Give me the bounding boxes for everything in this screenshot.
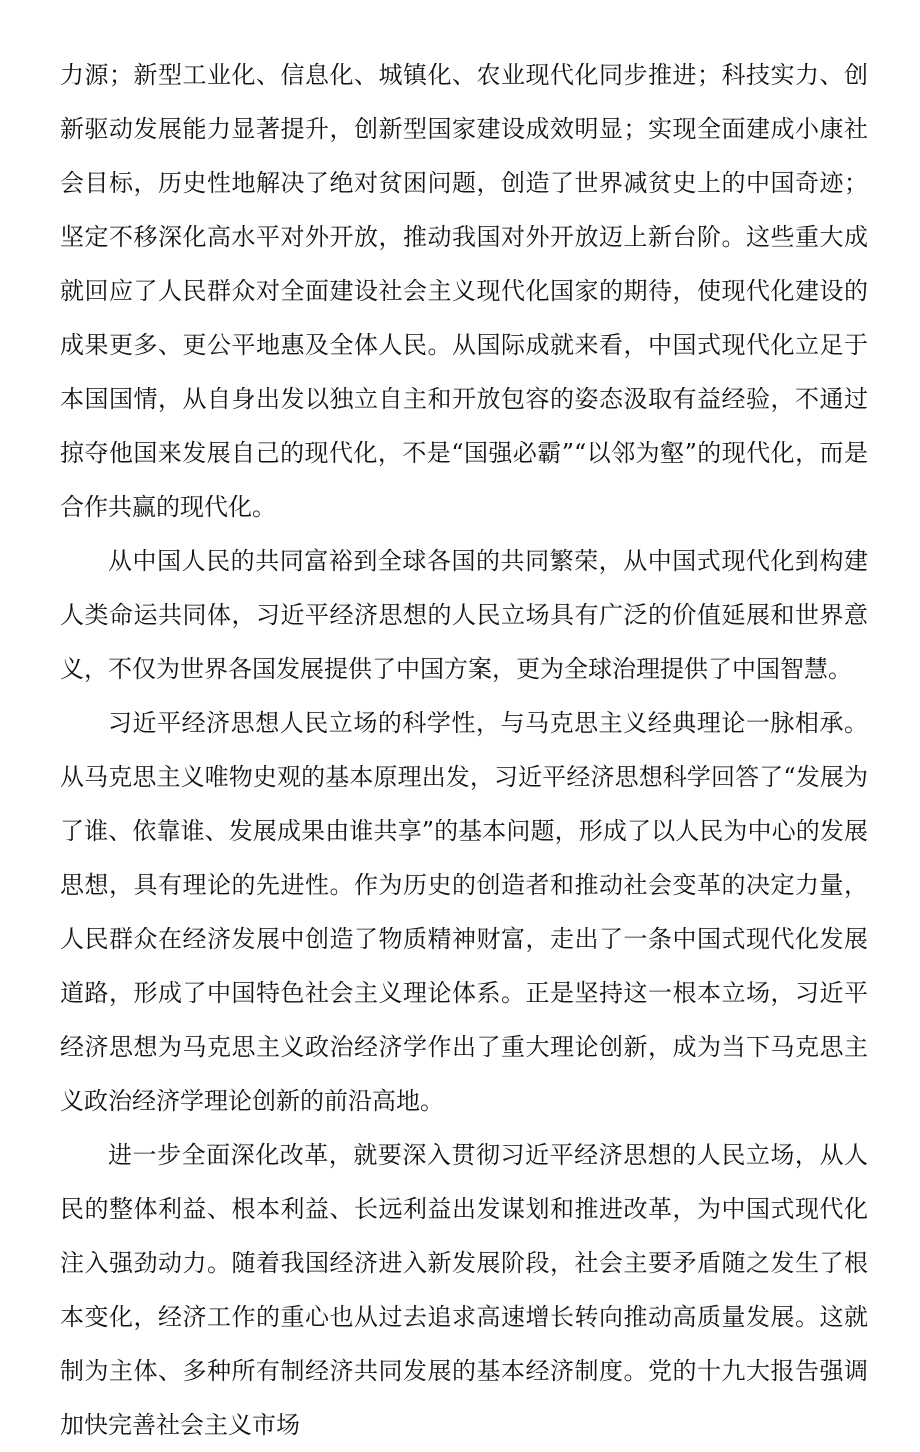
paragraph-1: 力源；新型工业化、信息化、城镇化、农业现代化同步推进；科技实力、创新驱动发展能力显著提升，创新型国家建设成效明显；实现全面建成小康社会目标，历史性地解决了绝对贫困问题，创造了世界减贫史上的中国奇迹；坚定不移深化高水平对外开放，推动我国对外开放迈上新台阶。这些重大成就回应了人民群众对全面建设社会主义现代化国家的期待，使现代化建设的成果更多、更公平地惠及全体人民。从国际成就来看，中国式现代化立足于本国国情，从自身出发以独立自主和开放包容的姿态汲取有益经验，不通过掠夺他国来发展自己的现代化，不是“国强必霸”“以邻为壑”的现代化，而是合作共赢的现代化。 (60, 61, 868, 521)
paragraph-3: 习近平经济思想人民立场的科学性，与马克思主义经典理论一脉相承。从马克思主义唯物史观的基本原理出发，习近平经济思想科学回答了“发展为了谁、依靠谁、发展成果由谁共享”的基本问题，形成了以人民为中心的发展思想，具有理论的先进性。作为历史的创造者和推动社会变革的决定力量，人民群众在经济发展中创造了物质精神财富，走出了一条中国式现代化发展道路，形成了中国特色社会主义理论体系。正是坚持这一根本立场，习近平经济思想为马克思主义政治经济学作出了重大理论创新，成为当下马克思主义政治经济学理论创新的前沿高地。 (60, 709, 868, 1115)
paragraph-4: 进一步全面深化改革，就要深入贯彻习近平经济思想的人民立场，从人民的整体利益、根本利益、长远利益出发谋划和推进改革，为中国式现代化注入强劲动力。随着我国经济进入新发展阶段，社会主要矛盾随之发生了根本变化，经济工作的重心也从过去追求高速增长转向推动高质量发展。这就制为主体、多种所有制经济共同发展的基本经济制度。党的十九大报告强调加快完善社会主义市场 (60, 1141, 868, 1439)
document-page (60, 48, 868, 1452)
paragraph-2: 从中国人民的共同富裕到全球各国的共同繁荣，从中国式现代化到构建人类命运共同体，习近平经济思想的人民立场具有广泛的价值延展和世界意义，不仅为世界各国发展提供了中国方案，更为全球治理提供了中国智慧。 (60, 547, 868, 683)
